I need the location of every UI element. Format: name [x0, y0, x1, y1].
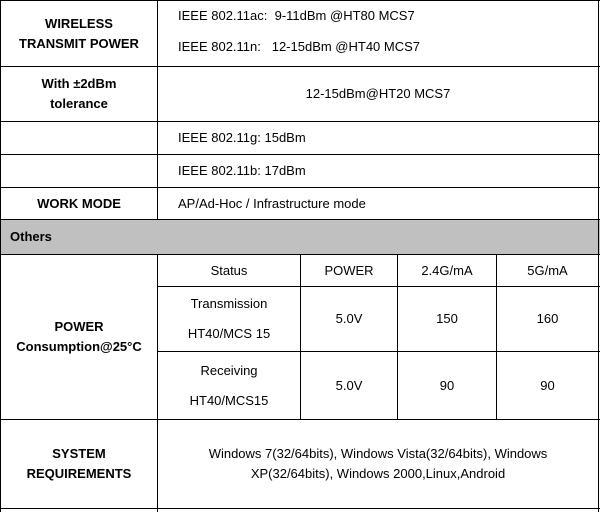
receiving-status-cell — [158, 352, 300, 419]
receiving-24g-text: 90 — [439, 377, 455, 393]
ieee-80211b-value — [178, 155, 588, 187]
receiving-5g-text: 90 — [540, 377, 555, 393]
ieee-80211n-value — [178, 36, 588, 58]
band-24g-column-header — [398, 255, 496, 286]
work-mode-value — [178, 188, 588, 219]
transmission-5g-cell — [497, 287, 598, 351]
wireless-power-label — [1, 1, 157, 66]
transmission-5g-text: 160 — [536, 311, 559, 326]
power-column-header — [301, 255, 397, 286]
others-section-title-text: Others — [10, 229, 52, 244]
band-24g-column-header-text: 2.4G/mA — [421, 262, 473, 278]
power-column-header-text: POWER — [324, 262, 374, 278]
tolerance-label-line1: With ±2dBm — [41, 76, 117, 91]
receiving-power-text: 5.0V — [335, 377, 363, 393]
others-section-title — [10, 220, 310, 254]
receiving-power-cell — [301, 352, 397, 419]
tolerance-value-text: 12-15dBm@HT20 MCS7 — [305, 86, 451, 101]
ieee-80211g-value — [178, 122, 588, 154]
transmission-status-cell — [158, 287, 300, 351]
transmission-status-line1: Transmission — [190, 296, 268, 311]
receiving-status-line1: Receiving — [200, 362, 258, 378]
tolerance-label — [1, 67, 157, 121]
transmission-power-text: 5.0V — [335, 311, 363, 326]
ieee-80211g-text: IEEE 802.11g: 15dBm — [178, 130, 306, 145]
power-consumption-label-line2: Consumption@25°C — [16, 339, 142, 354]
system-requirements-line1: Windows 7(32/64bits), Windows Vista(32/64bits), Windows — [208, 446, 548, 461]
tolerance-value — [158, 67, 598, 121]
work-mode-label-text: WORK MODE — [37, 195, 121, 211]
wireless-power-label-line1: WIRELESS — [45, 15, 113, 31]
band-5g-column-header-text: 5G/mA — [527, 262, 568, 278]
ieee-80211ac-value — [178, 5, 588, 27]
grid-line — [0, 508, 600, 509]
receiving-5g-cell — [497, 352, 598, 419]
system-requirements-label-line1: SYSTEM — [52, 446, 106, 461]
grid-line — [598, 0, 599, 512]
system-requirements-label-line2: REQUIREMENTS — [26, 466, 132, 481]
transmission-24g-text: 150 — [436, 311, 458, 326]
work-mode-value-text: AP/Ad-Hoc / Infrastructure mode — [178, 195, 366, 211]
system-requirements-value — [158, 420, 598, 508]
ieee-80211b-text: IEEE 802.11b: 17dBm — [178, 163, 306, 178]
receiving-status-line2: HT40/MCS15 — [189, 392, 269, 408]
system-requirements-line2: XP(32/64bits), Windows 2000,Linux,Android — [250, 466, 506, 481]
power-consumption-label-line1: POWER — [54, 319, 104, 334]
wireless-power-label-line2: TRANSMIT POWER — [19, 35, 139, 51]
tolerance-label-line2: tolerance — [50, 96, 108, 111]
transmission-status-line2: HT40/MCS 15 — [187, 326, 271, 341]
system-requirements-label — [1, 420, 157, 508]
status-column-header — [158, 255, 300, 286]
receiving-24g-cell — [398, 352, 496, 419]
transmission-24g-cell — [398, 287, 496, 351]
status-column-header-text: Status — [210, 262, 248, 278]
ieee-80211n-text: IEEE 802.11n: 12-15dBm @HT40 MCS7 — [178, 39, 421, 54]
power-consumption-label — [1, 255, 157, 419]
transmission-power-cell — [301, 287, 397, 351]
ieee-80211ac-text: IEEE 802.11ac: 9-11dBm @HT80 MCS7 — [178, 8, 415, 23]
band-5g-column-header — [497, 255, 598, 286]
work-mode-label — [1, 188, 157, 219]
